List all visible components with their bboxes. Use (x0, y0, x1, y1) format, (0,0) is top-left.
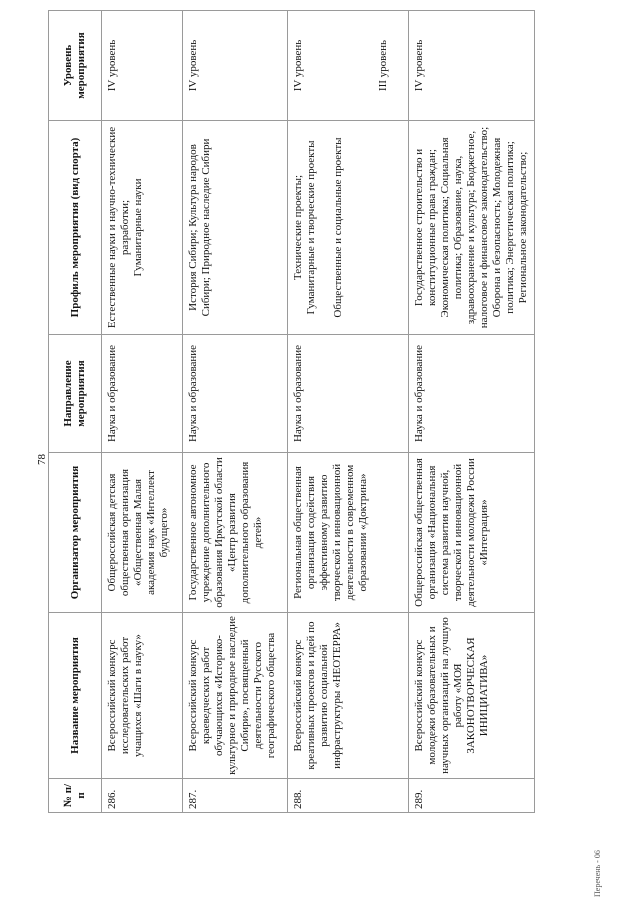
header-level: Уровень мероприятия (49, 11, 102, 121)
event-name: Всероссийский конкурс краеведческих работ обучающихся «Историко-культурное и природное наследие Сибири», посвященный деятельности Русского географического общества (183, 613, 288, 779)
row-number: 289. (409, 779, 535, 813)
header-profile: Профиль мероприятия (вид спорта) (49, 121, 102, 335)
row-number: 286. (102, 779, 183, 813)
row-number: 287. (183, 779, 288, 813)
table-row (288, 11, 409, 813)
level-line: IV уровень (106, 39, 118, 92)
event-level (183, 11, 288, 121)
event-level (409, 11, 535, 121)
header-name: Название мероприятия (49, 613, 102, 779)
profile-line: Гуманитарные науки (132, 178, 144, 277)
profile-line: Технические проекты; (292, 174, 304, 281)
header-num: № п/п (49, 779, 102, 813)
event-organizer: Общероссийская детская общественная организация «Общественная Малая академия наук «Интеллект будущего» (102, 453, 183, 613)
event-name: Всероссийский конкурс креативных проектов и идей по развитию социальной инфраструктуры «НЕОТЕРРА» (288, 613, 409, 779)
event-direction: Наука и образование (102, 335, 183, 453)
event-profile (288, 121, 409, 335)
profile-line: Естественные науки и научно-технические разработки; (106, 124, 131, 329)
event-profile (102, 121, 183, 335)
page-footer: Перечень - 06 (593, 850, 602, 897)
profile-line: Общественные и социальные проекты (332, 137, 344, 318)
event-level (288, 11, 409, 121)
page-number: 78 (36, 454, 48, 465)
profile-line: История Сибири; Культура народов Сибири; Природное наследие Сибири (187, 138, 212, 317)
event-organizer: Государственное автономное учреждение дополнительного образования Иркутской области «Центр развития дополнительного образования детей» (183, 453, 288, 613)
profile-line: Гуманитарные и творческие проекты (305, 140, 317, 315)
event-name: Всероссийский конкурс молодежи образовательных и научных организаций на лучшую работу «МОЯ ЗАКОНОТВОРЧЕСКАЯ ИНИЦИАТИВА» (409, 613, 535, 779)
table-row (183, 11, 288, 813)
event-profile (409, 121, 535, 335)
event-direction: Наука и образование (183, 335, 288, 453)
level-line: IV уровень (292, 39, 304, 92)
profile-line: Государственное строительство и конституционные права граждан; Экономическая политика; Социальная политика; Образование, наука, здравоохранение и культура; Бюджетное, налоговое и финансовое законодательство; Оборона и безопасность; Молодежная политика; Энергетическая политика; Региональное законодательство; (413, 124, 529, 329)
level-line: IV уровень (187, 39, 199, 92)
events-table (48, 10, 535, 813)
event-organizer: Общероссийская общественная организация «Национальная система развития научной, творческой и инновационной деятельности молодежи России «Интеграция» (409, 453, 535, 613)
event-direction: Наука и образование (409, 335, 535, 453)
event-profile (183, 121, 288, 335)
level-line: IV уровень (413, 39, 425, 92)
event-direction: Наука и образование (288, 335, 409, 453)
level-line: III уровень (377, 39, 389, 92)
header-direction: Направление мероприятия (49, 335, 102, 453)
header-organizer: Организатор мероприятия (49, 453, 102, 613)
event-name: Всероссийский конкурс исследовательских работ учащихся «Шаги в науку» (102, 613, 183, 779)
table-row (102, 11, 183, 813)
table-row (409, 11, 535, 813)
event-organizer: Региональная общественная организация содействия эффективному развитию творческой и инновационной деятельности в современном образовании «Доктрина» (288, 453, 409, 613)
event-level (102, 11, 183, 121)
row-number: 288. (288, 779, 409, 813)
table-header-row (49, 11, 102, 813)
